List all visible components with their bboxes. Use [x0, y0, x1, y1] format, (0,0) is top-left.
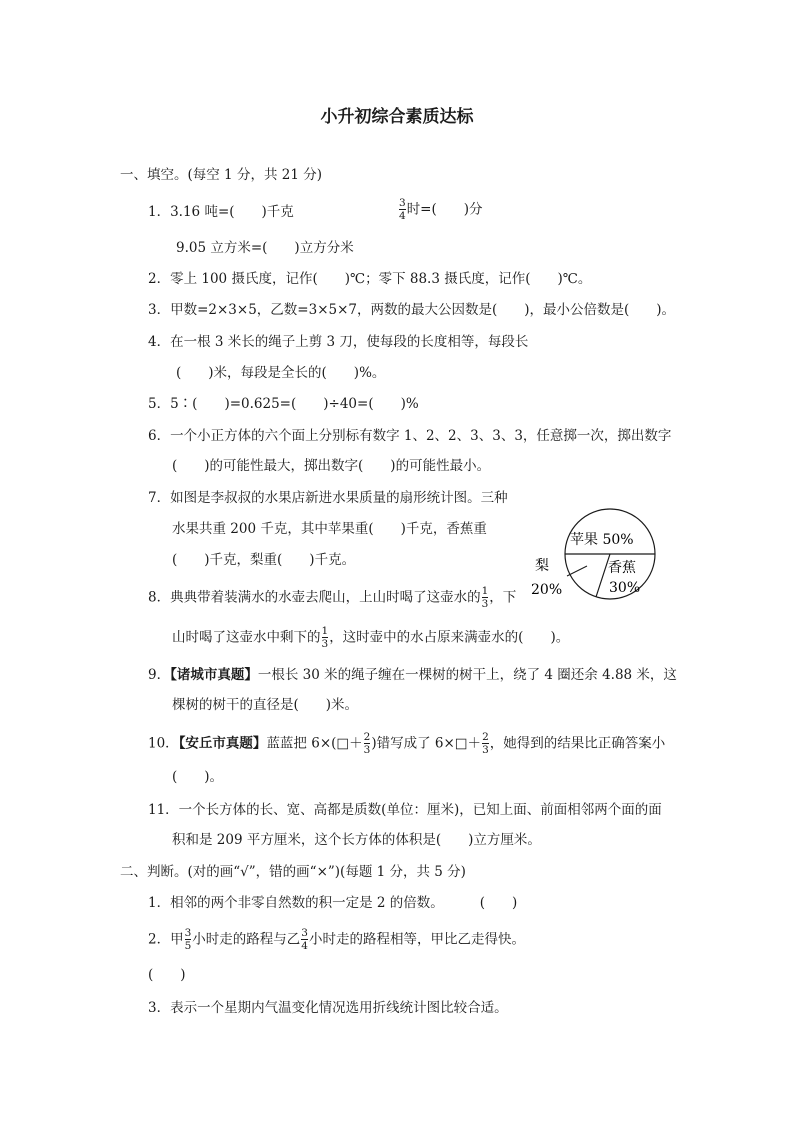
section-1-heading: 一、填空。(每空 1 分，共 21 分)	[120, 167, 322, 183]
fraction: $\frac{3}{5}$	[184, 927, 192, 952]
question-11b: 积和是 209 平方厘米，这个长方体的体积是( )立方厘米。	[172, 832, 541, 848]
question-1b: $\frac{3}{4}$ 时=( )分	[399, 197, 483, 222]
question-4a: 4．在一根 3 米长的绳子上剪 3 刀，使每段的长度相等，每段长	[148, 334, 529, 350]
answer-blank: ( )	[148, 967, 186, 983]
question-9b: 棵树的树干的直径是( )米。	[172, 697, 359, 713]
question-3: 3．甲数=2×3×5，乙数=3×5×7，两数的最大公因数是( )，最小公倍数是( )。	[148, 302, 676, 318]
question-8a: 8．典典带着装满水的水壶去爬山，上山时喝了这壶水的 $\frac{1}{3}$ ，下	[148, 585, 517, 610]
question-9a: 9．【诸城市真题】一根长 30 米的绳子缠在一棵树的树干上，绕了 4 圈还余 4.88 米，这	[148, 667, 677, 683]
section-2-heading: 二、判断。(对的画“√”，错的画“×”)(每题 1 分，共 5 分)	[120, 864, 466, 880]
question-1a: 1．3.16 吨=( )千克	[148, 204, 294, 220]
question-2: 2．零上 100 摄氏度，记作( )℃；零下 88.3 摄氏度，记作( )℃。	[148, 271, 592, 287]
question-11a: 11．一个长方体的长、宽、高都是质数(单位：厘米)，已知上面、前面相邻两个面的面	[148, 802, 662, 818]
question-7a: 7．如图是李叔叔的水果店新进水果质量的扇形统计图。三种	[148, 490, 508, 506]
fraction: $\frac{3}{4}$	[301, 927, 308, 952]
fraction: $\frac{2}{3}$	[482, 731, 489, 756]
question-4b: ( )米，每段是全长的( )%。	[176, 365, 386, 381]
fraction: $\frac{3}{4}$	[399, 197, 406, 222]
source-tag: 【诸城市真题】	[170, 667, 258, 683]
question-5: 5．5∶( )=0.625=( )÷40=( )%	[148, 396, 419, 412]
banana-label: 香蕉	[608, 560, 636, 576]
pear-label: 梨	[535, 558, 549, 574]
source-tag: 【安丘市真题】	[178, 735, 267, 752]
page-title: 小升初综合素质达标	[320, 107, 474, 127]
question-6a: 6．一个小正方体的六个面上分别标有数字 1、2、2、3、3、3，任意掷一次，掷出数字	[148, 428, 672, 444]
pear-leader-line	[567, 566, 587, 576]
question-8b: 山时喝了这壶水中剩下的 $\frac{1}{3}$ ，这时壶中的水占原来满壶水的( )。	[172, 625, 570, 650]
judgement-3: 3．表示一个星期内气温变化情况选用折线统计图比较合适。	[148, 1000, 508, 1016]
fraction: $\frac{2}{3}$	[363, 731, 371, 756]
banana-percent: 30%	[609, 580, 641, 596]
answer-blank: ( )	[479, 895, 518, 911]
question-10a: 10．【安丘市真题】蓝蓝把 6×(□＋ $\frac{2}{3}$ )错写成了 6×□＋ $\frac{2}{3}$ ，她得到的结果比正确答案小	[148, 731, 666, 756]
pear-percent: 20%	[531, 582, 563, 598]
question-6b: ( )的可能性最大，掷出数字( )的可能性最小。	[172, 458, 491, 474]
question-7b: 水果共重 200 千克，其中苹果重( )千克，香蕉重	[172, 521, 487, 537]
fruit-pie-chart	[525, 506, 695, 606]
apple-label: 苹果 50%	[570, 532, 634, 548]
question-7c: ( )千克，梨重( )千克。	[172, 552, 356, 568]
fraction: $\frac{1}{3}$	[321, 625, 329, 650]
judgement-1: 1．相邻的两个非零自然数的积一定是 2 的倍数。 ( )	[148, 895, 518, 911]
fraction: $\frac{1}{3}$	[481, 585, 489, 610]
judgement-2: 2．甲 $\frac{3}{5}$ 小时走的路程与乙 $\frac{3}{4}$ 小时走的路程相等，甲比乙走得快。	[148, 927, 525, 952]
question-10b: ( )。	[172, 769, 224, 785]
question-1c: 9.05 立方米=( )立方分米	[176, 240, 354, 256]
